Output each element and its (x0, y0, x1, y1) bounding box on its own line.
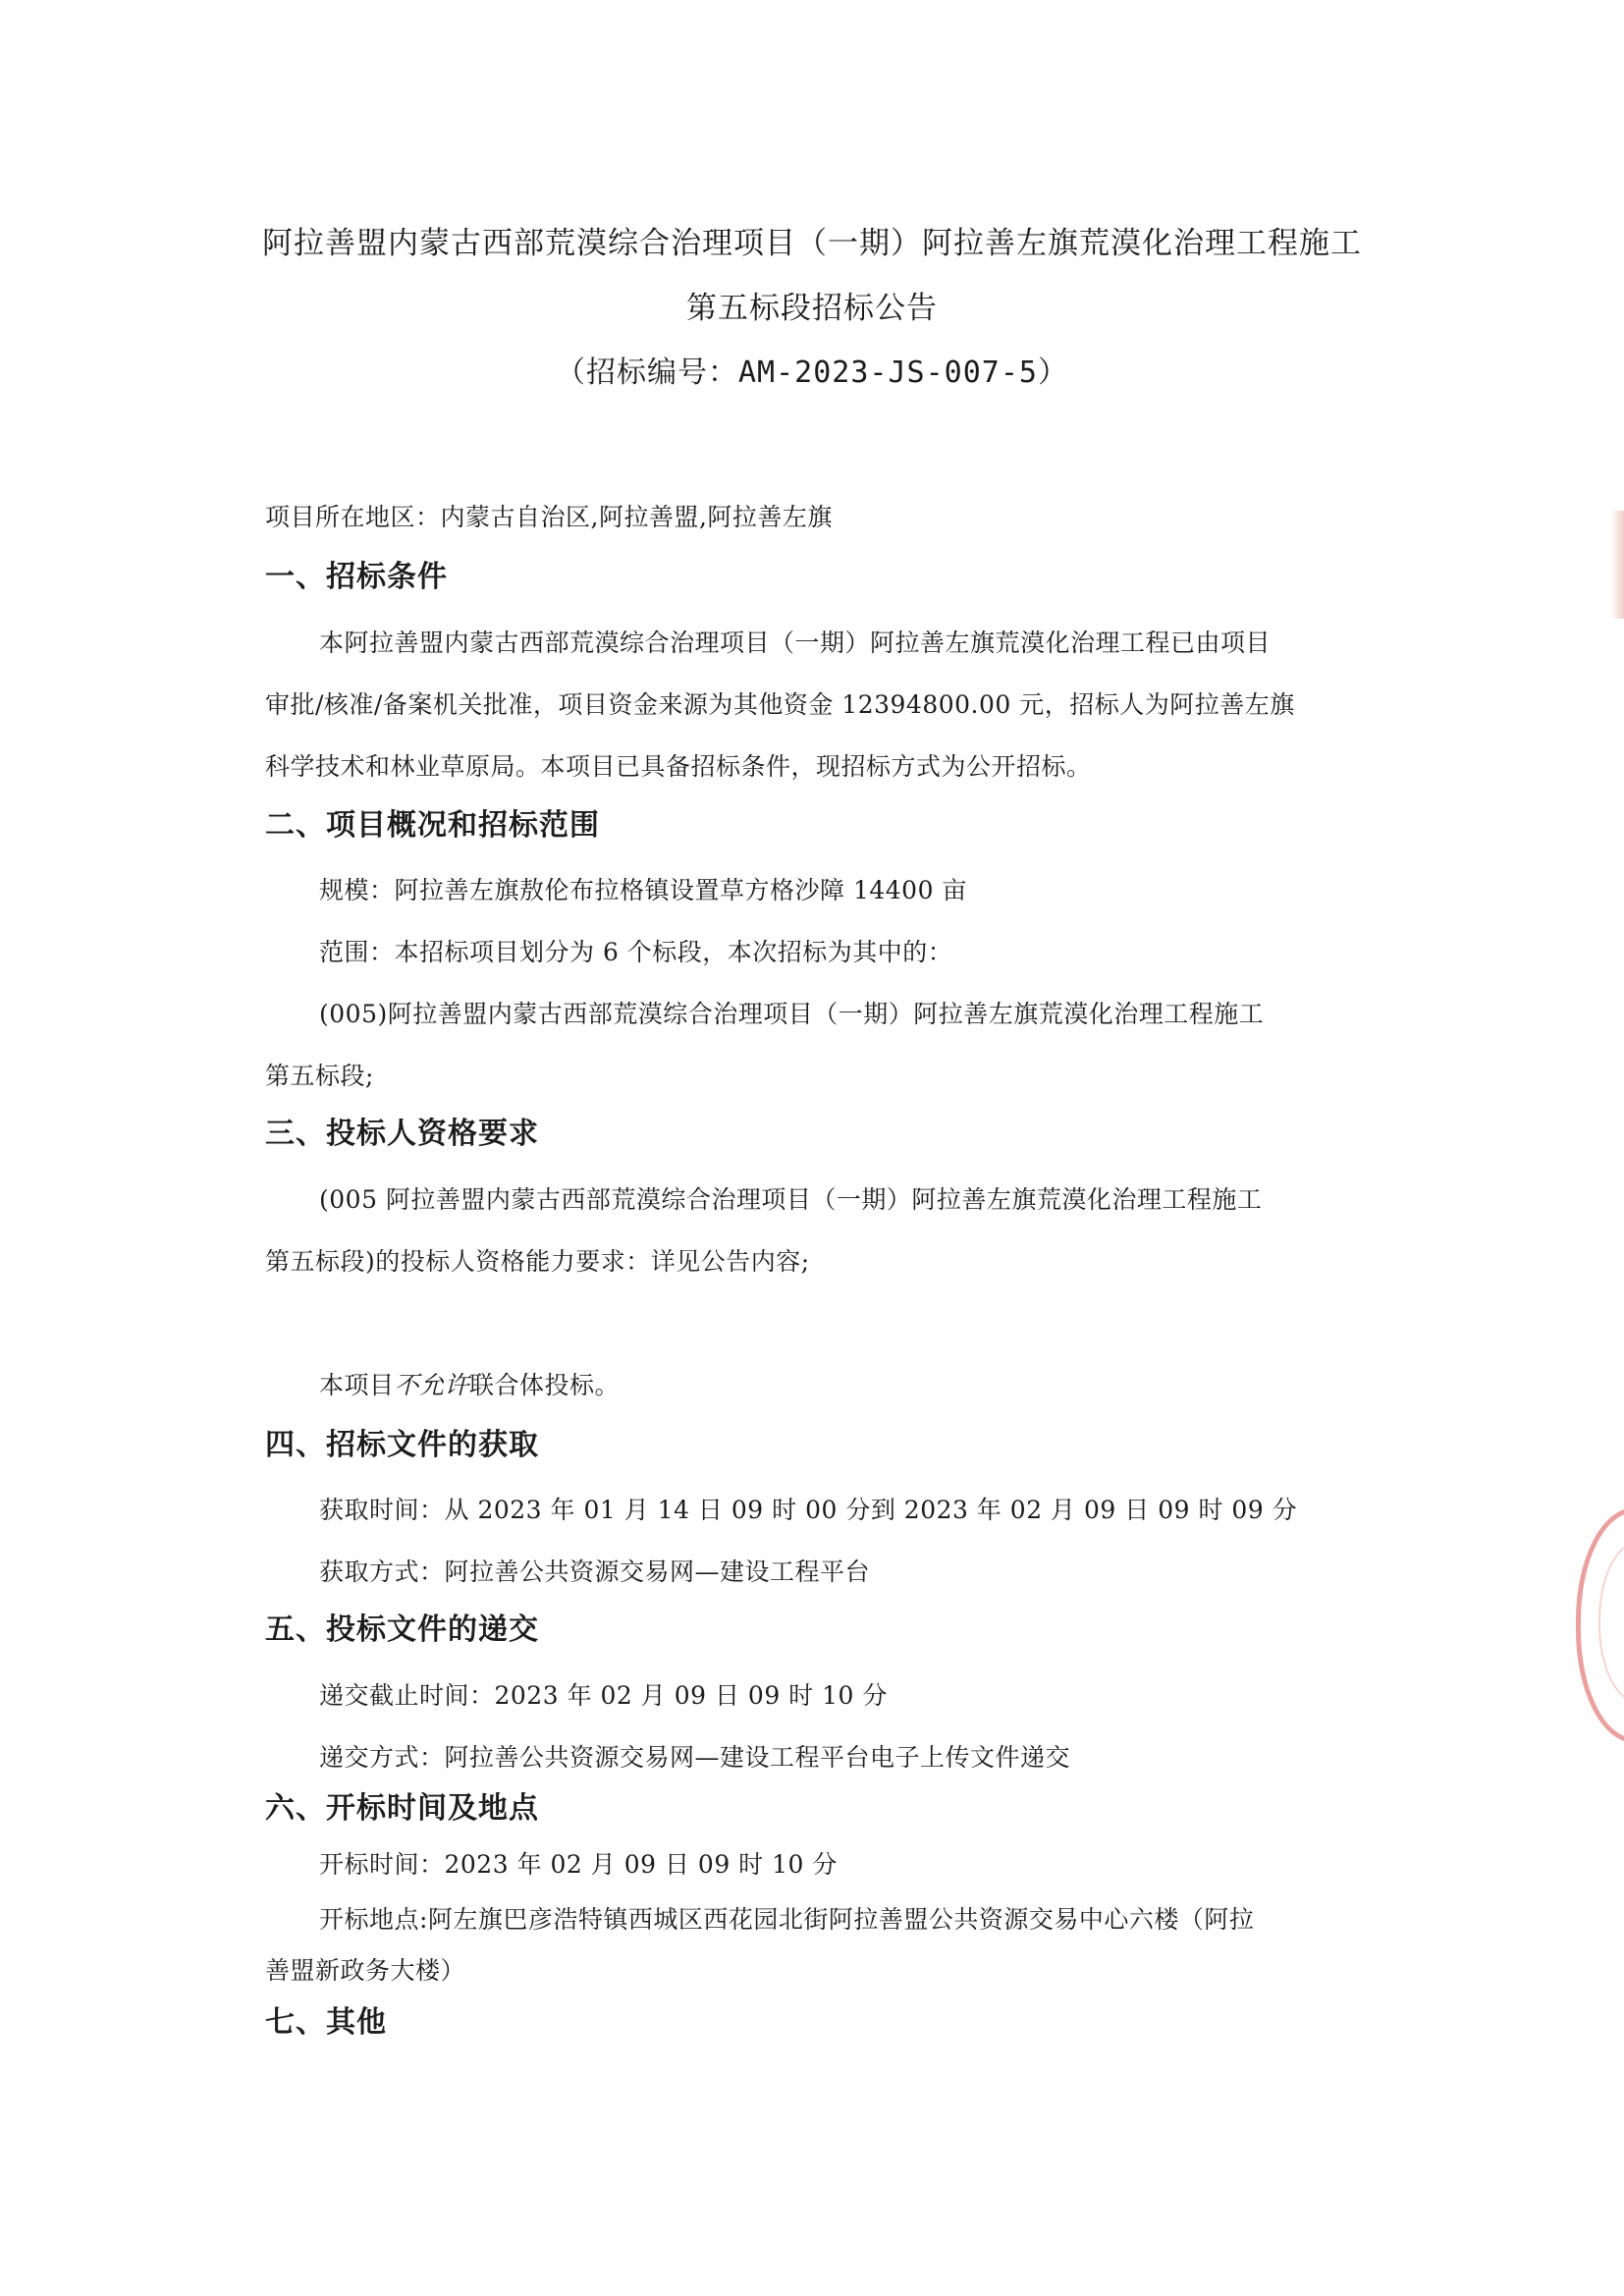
qualification-text-cont: 第五标段)的投标人资格能力要求：详见公告内容; (265, 1247, 810, 1276)
section-heading-documents: 四、招标文件的获取 (265, 1428, 539, 1462)
joint-bid-statement (319, 1369, 620, 1402)
tender-number: （招标编号：AM-2023-JS-007-5） (556, 355, 1068, 390)
joint-suffix: 联合体投标。 (469, 1371, 621, 1399)
seal-inner-ring (1598, 1542, 1624, 1703)
paragraph-line: 科学技术和林业草原局。本项目已具备招标条件，现招标方式为公开招标。 (265, 752, 1092, 781)
title-line-1: 阿拉善盟内蒙古西部荒漠综合治理项目（一期）阿拉善左旗荒漠化治理工程施工 (262, 226, 1362, 261)
lot-description: (005)阿拉善盟内蒙古西部荒漠综合治理项目（一期）阿拉善左旗荒漠化治理工程施工 (319, 1000, 1265, 1028)
opening-place-cont: 善盟新政务大楼） (265, 1956, 466, 1985)
paragraph-line: 本阿拉善盟内蒙古西部荒漠综合治理项目（一期）阿拉善左旗荒漠化治理工程已由项目 (319, 629, 1272, 657)
project-scope: 范围：本招标项目划分为 6 个标段，本次招标为其中的： (319, 938, 953, 966)
official-seal-mark (1576, 1507, 1624, 1743)
joint-not-allowed: 不允许 (394, 1371, 470, 1399)
section-heading-overview: 二、项目概况和招标范围 (265, 808, 600, 843)
submission-method: 递交方式：阿拉善公共资源交易网—建设工程平台电子上传文件递交 (319, 1743, 1071, 1772)
documents-time: 获取时间：从 2023 年 01 月 14 日 09 时 00 分到 2023 年 02 月 09 日 09 时 09 分 (319, 1496, 1298, 1524)
project-location: 项目所在地区：内蒙古自治区,阿拉善盟,阿拉善左旗 (265, 503, 833, 531)
section-heading-opening: 六、开标时间及地点 (265, 1791, 539, 1826)
project-scale: 规模：阿拉善左旗敖伦布拉格镇设置草方格沙障 14400 亩 (319, 876, 967, 904)
edge-stamp-mark (1610, 511, 1624, 619)
paragraph-line: 审批/核准/备案机关批准，项目资金来源为其他资金 12394800.00 元，招标人为阿拉善左旗 (265, 690, 1295, 719)
section-heading-conditions: 一、招标条件 (265, 560, 448, 594)
section-heading-other: 七、其他 (265, 2005, 387, 2040)
lot-description-cont: 第五标段; (265, 1062, 374, 1090)
title-line-2: 第五标段招标公告 (686, 291, 938, 326)
qualification-text: (005 阿拉善盟内蒙古西部荒漠综合治理项目（一期）阿拉善左旗荒漠化治理工程施工 (319, 1185, 1263, 1214)
submission-deadline: 递交截止时间：2023 年 02 月 09 日 09 时 10 分 (319, 1681, 888, 1710)
joint-prefix: 本项目 (319, 1371, 395, 1399)
documents-method: 获取方式：阿拉善公共资源交易网—建设工程平台 (319, 1558, 871, 1586)
section-heading-submission: 五、投标文件的递交 (265, 1613, 539, 1647)
opening-place: 开标地点:阿左旗巴彦浩特镇西城区西花园北街阿拉善盟公共资源交易中心六楼（阿拉 (319, 1905, 1255, 1934)
section-heading-qualification: 三、投标人资格要求 (265, 1117, 539, 1151)
opening-time: 开标时间：2023 年 02 月 09 日 09 时 10 分 (319, 1850, 838, 1879)
